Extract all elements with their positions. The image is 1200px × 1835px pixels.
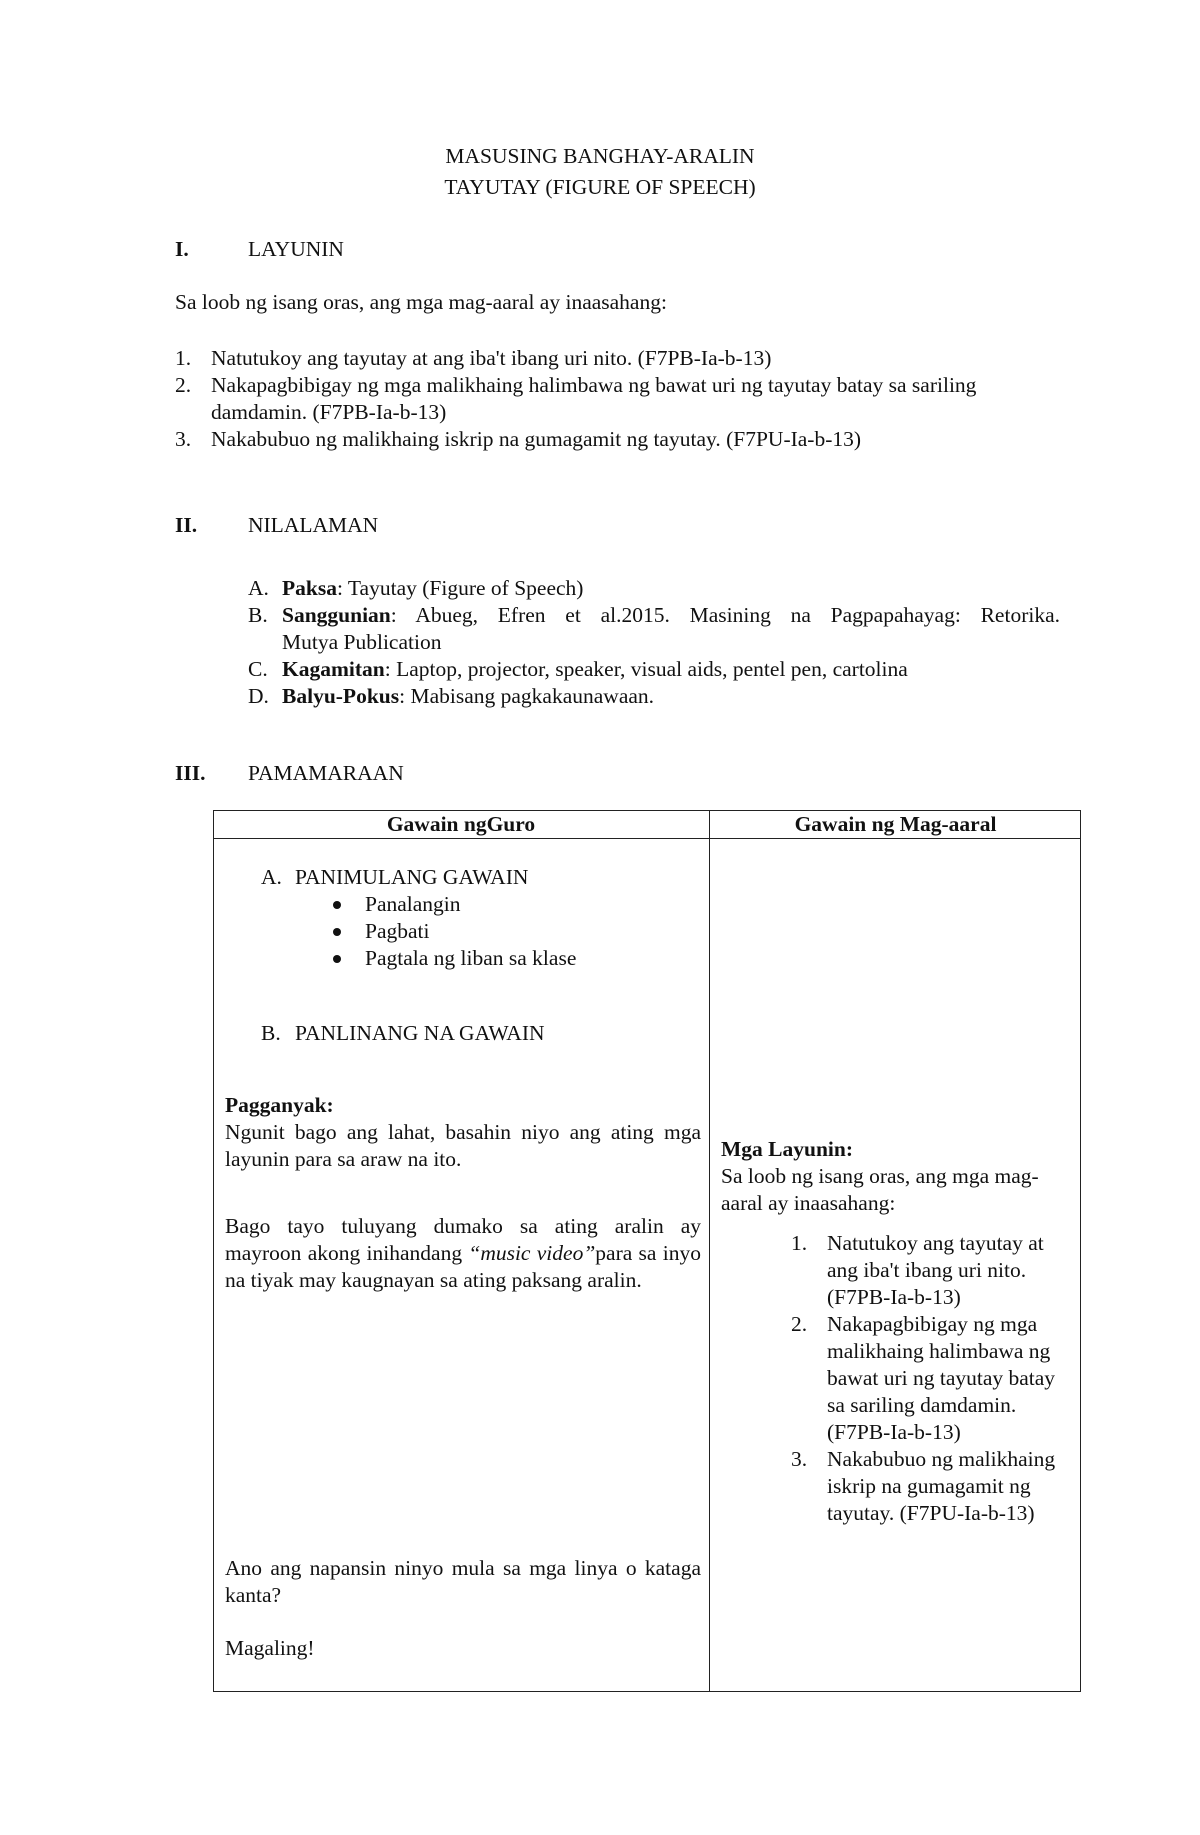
item-text: : Abueg, Efren et al.2015. Masining na Pagpapahayag: Retorika. <box>390 603 1060 627</box>
column-divider <box>709 810 710 1692</box>
content-list <box>248 575 1060 710</box>
procedure-table <box>213 810 1081 1835</box>
item-label: Kagamitan <box>282 657 385 681</box>
document-title: MASUSING BANGHAY-ARALIN <box>445 144 755 168</box>
list-letter: A. <box>248 576 269 600</box>
pagganyak-text: Ngunit bago ang lahat, basahin niyo ang ating mga layunin para sa araw na ito. <box>225 1120 701 1171</box>
list-text: Natutukoy ang tayutay at ang iba't ibang uri nito. (F7PB-Ia-b-13) <box>827 1231 1044 1309</box>
list-number: 1. <box>175 346 192 370</box>
list-item <box>175 426 1055 453</box>
list-item <box>248 656 1060 683</box>
student-column-header: Gawain ng Mag-aaral <box>794 812 997 836</box>
music-video-paragraph <box>225 1213 701 1294</box>
list-item <box>248 683 1060 710</box>
list-number: 2. <box>175 373 192 397</box>
question-text: Ano ang napansin ninyo mula sa mga linya o kataga kanta? <box>225 1556 701 1607</box>
section-title-pamamaraan: PAMAMARAAN <box>248 761 404 785</box>
student-objectives-list <box>791 1230 1077 1527</box>
section-title-nilalaman: NILALAMAN <box>248 513 379 537</box>
list-item <box>791 1446 1077 1527</box>
list-text <box>211 372 1055 426</box>
para-italic: “music video” <box>468 1241 596 1265</box>
list-letter: C. <box>248 657 268 681</box>
student-objectives-intro: Sa loob ng isang oras, ang mga mag-aaral ay inaasahang: <box>721 1164 1039 1215</box>
part-letter: B. <box>261 1021 281 1045</box>
bullet-text: Panalangin <box>365 892 461 916</box>
document-subtitle: TAYUTAY (FIGURE OF SPEECH) <box>444 175 756 199</box>
list-text: Nakabubuo ng malikhaing iskrip na gumagamit ng tayutay. (F7PU-Ia-b-13) <box>827 1447 1056 1525</box>
objectives-intro: Sa loob ng isang oras, ang mga mag-aaral ay inaasahang: <box>175 290 667 314</box>
item-text-line2: Mutya Publication <box>282 630 442 654</box>
header-divider <box>213 838 1081 839</box>
objectives-list <box>175 345 1055 453</box>
bullet-icon <box>333 901 341 909</box>
part-a-heading <box>261 864 528 891</box>
section-number-3: III. <box>175 761 206 785</box>
list-number: 1. <box>791 1231 808 1255</box>
para-text: para sa inyo na tiyak may kaugnayan sa ating paksang aralin. <box>225 1241 701 1292</box>
section-number-1: I. <box>175 237 189 261</box>
bullet-text: Pagbati <box>365 919 430 943</box>
list-text: Nakapagbibigay ng mga malikhaing halimbawa ng bawat uri ng tayutay batay sa sariling damdamin. (F7PB-Ia-b-13) <box>827 1312 1056 1444</box>
list-item <box>331 918 430 945</box>
part-title: PANLINANG NA GAWAIN <box>295 1021 545 1045</box>
part-letter: A. <box>261 865 282 889</box>
bullet-text: Pagtala ng liban sa klase <box>365 946 577 970</box>
list-text-line: Nakapagbibigay ng mga malikhaing halimbawa ng bawat uri ng tayutay batay sa sariling <box>211 373 977 397</box>
list-text: Nakabubuo ng malikhaing iskrip na gumagamit ng tayutay. (F7PU-Ia-b-13) <box>211 427 862 451</box>
pagganyak-label: Pagganyak: <box>225 1093 334 1117</box>
list-item <box>331 945 576 972</box>
list-item <box>248 575 1060 602</box>
list-item <box>791 1230 1077 1311</box>
item-text: : Laptop, projector, speaker, visual aids, pentel pen, cartolina <box>384 657 908 681</box>
list-text-line: damdamin. (F7PB-Ia-b-13) <box>211 400 447 424</box>
praise-text: Magaling! <box>225 1636 315 1660</box>
item-text: : Tayutay (Figure of Speech) <box>336 576 584 600</box>
list-letter: B. <box>248 603 268 627</box>
student-objectives-label: Mga Layunin: <box>721 1137 854 1161</box>
para-text: Bago tayo tuluyang dumako sa ating aralin ay mayroon akong inihandang <box>225 1214 701 1265</box>
part-b-heading <box>261 1020 545 1047</box>
list-number: 2. <box>791 1312 808 1336</box>
list-item <box>248 602 1060 656</box>
bullet-icon <box>333 955 341 963</box>
list-item <box>175 345 1055 372</box>
list-item <box>331 891 461 918</box>
list-item <box>791 1311 1077 1446</box>
section-number-2: II. <box>175 513 198 537</box>
list-number: 3. <box>175 427 192 451</box>
part-title: PANIMULANG GAWAIN <box>295 865 529 889</box>
teacher-column-header: Gawain ngGuro <box>386 812 536 836</box>
list-letter: D. <box>248 684 269 708</box>
bullet-icon <box>333 928 341 936</box>
item-label: Sanggunian <box>282 603 391 627</box>
list-text: Natutukoy ang tayutay at ang iba't ibang uri nito. (F7PB-Ia-b-13) <box>211 346 772 370</box>
list-item <box>175 372 1055 426</box>
item-label: Balyu-Pokus <box>282 684 400 708</box>
item-label: Paksa <box>282 576 337 600</box>
section-title-layunin: LAYUNIN <box>248 237 344 261</box>
item-text: : Mabisang pagkakaunawaan. <box>399 684 655 708</box>
list-number: 3. <box>791 1447 808 1471</box>
